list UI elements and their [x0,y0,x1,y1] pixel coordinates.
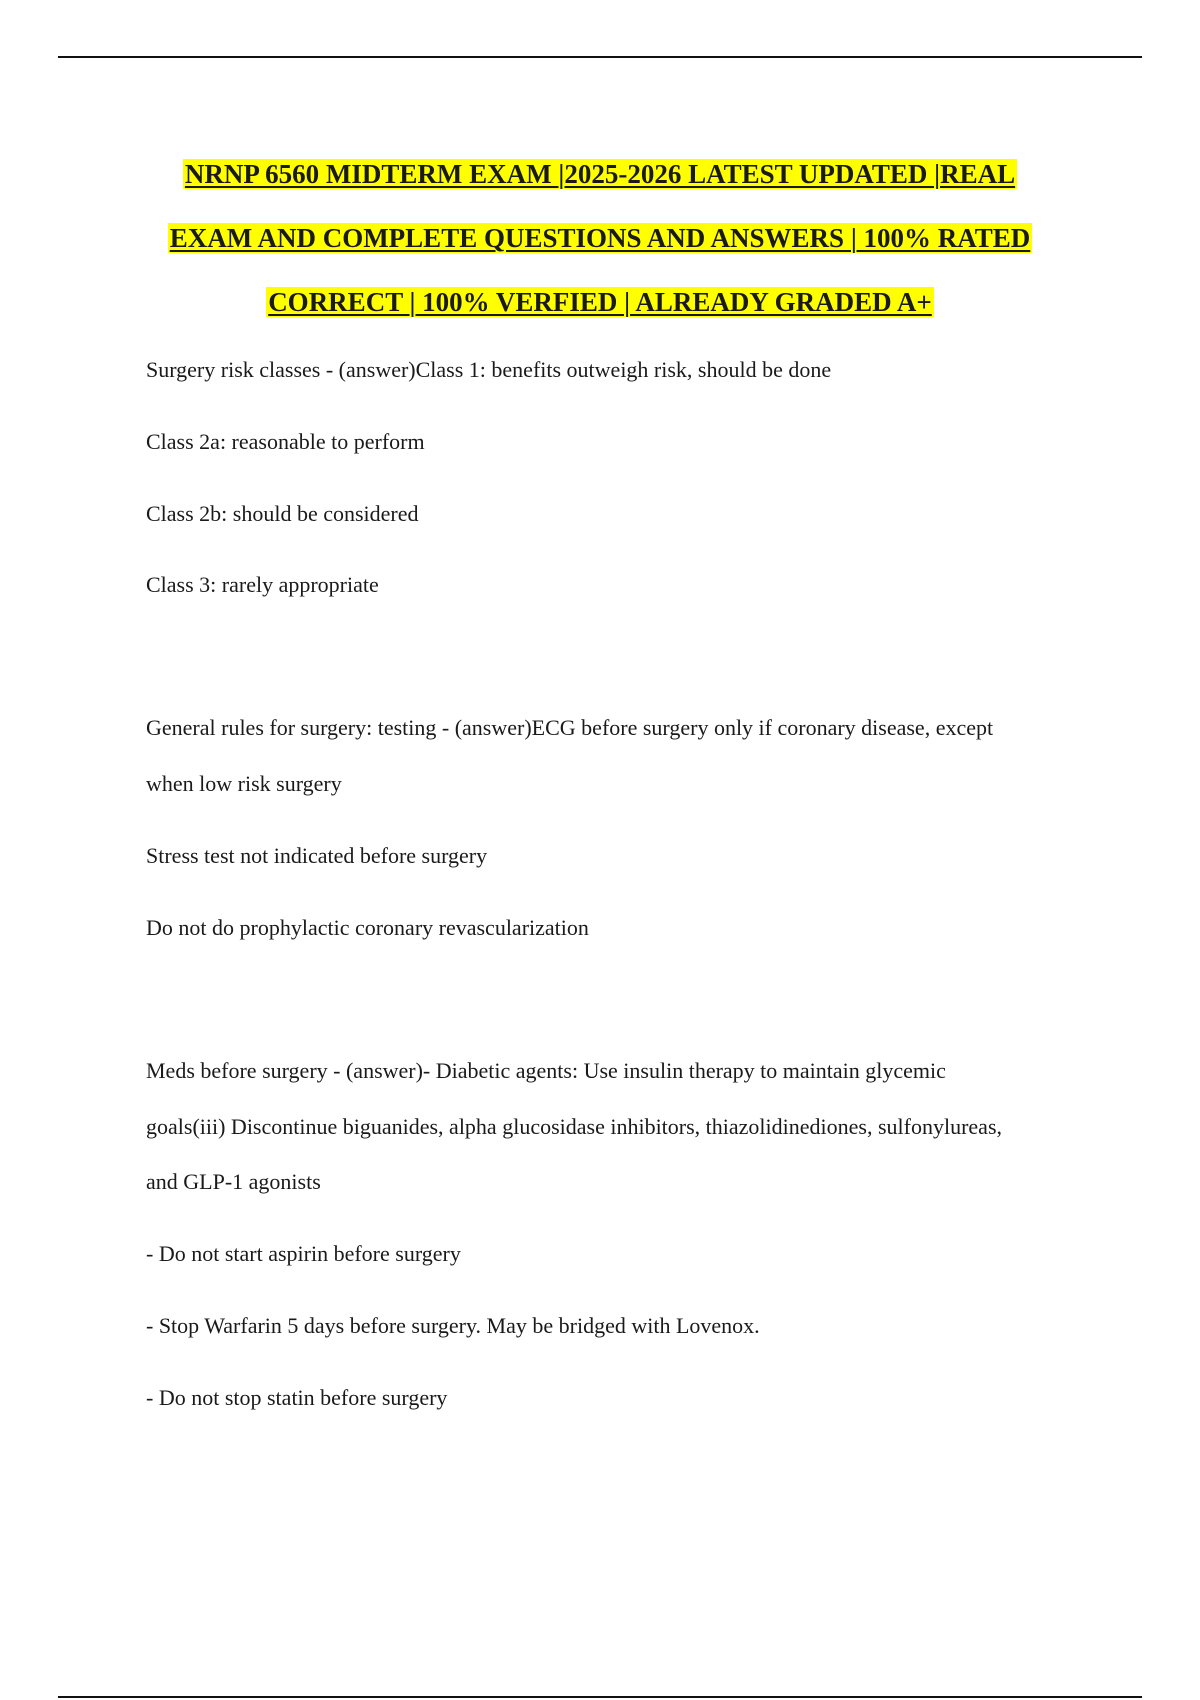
top-rule [58,56,1142,58]
paragraph-stress-test: Stress test not indicated before surgery [146,843,488,868]
document-title [60,142,1140,334]
paragraph-revascularization: Do not do prophylactic coronary revascularization [146,915,589,940]
paragraph-warfarin: - Stop Warfarin 5 days before surgery. May be bridged with Lovenox. [146,1313,760,1338]
paragraph-aspirin: - Do not start aspirin before surgery [146,1241,461,1266]
title-line-1: NRNP 6560 MIDTERM EXAM |2025-2026 LATEST UPDATED |REAL [184,159,1016,189]
title-line-3: CORRECT | 100% VERFIED | ALREADY GRADED A+ [268,287,932,317]
paragraph-class-2a: Class 2a: reasonable to perform [146,429,425,454]
paragraph-surgery-risk-classes: Surgery risk classes - (answer)Class 1: benefits outweigh risk, should be done [146,357,832,382]
paragraph-meds-line-1: Meds before surgery - (answer)- Diabetic agents: Use insulin therapy to maintain glycemic [146,1058,946,1083]
paragraph-meds-line-2: goals(iii) Discontinue biguanides, alpha glucosidase inhibitors, thiazolidinediones, sulfonylureas, [146,1114,1003,1139]
paragraph-general-rules-line-2: when low risk surgery [146,771,342,796]
paragraph-meds-line-3: and GLP-1 agonists [146,1169,321,1194]
bottom-rule [58,1696,1142,1698]
paragraph-general-rules-line-1: General rules for surgery: testing - (answer)ECG before surgery only if coronary disease, except [146,715,994,740]
paragraph-statin: - Do not stop statin before surgery [146,1385,448,1410]
paragraph-class-2b: Class 2b: should be considered [146,501,419,526]
paragraph-class-3: Class 3: rarely appropriate [146,572,379,597]
title-line-2: EXAM AND COMPLETE QUESTIONS AND ANSWERS | 100% RATED [169,223,1031,253]
